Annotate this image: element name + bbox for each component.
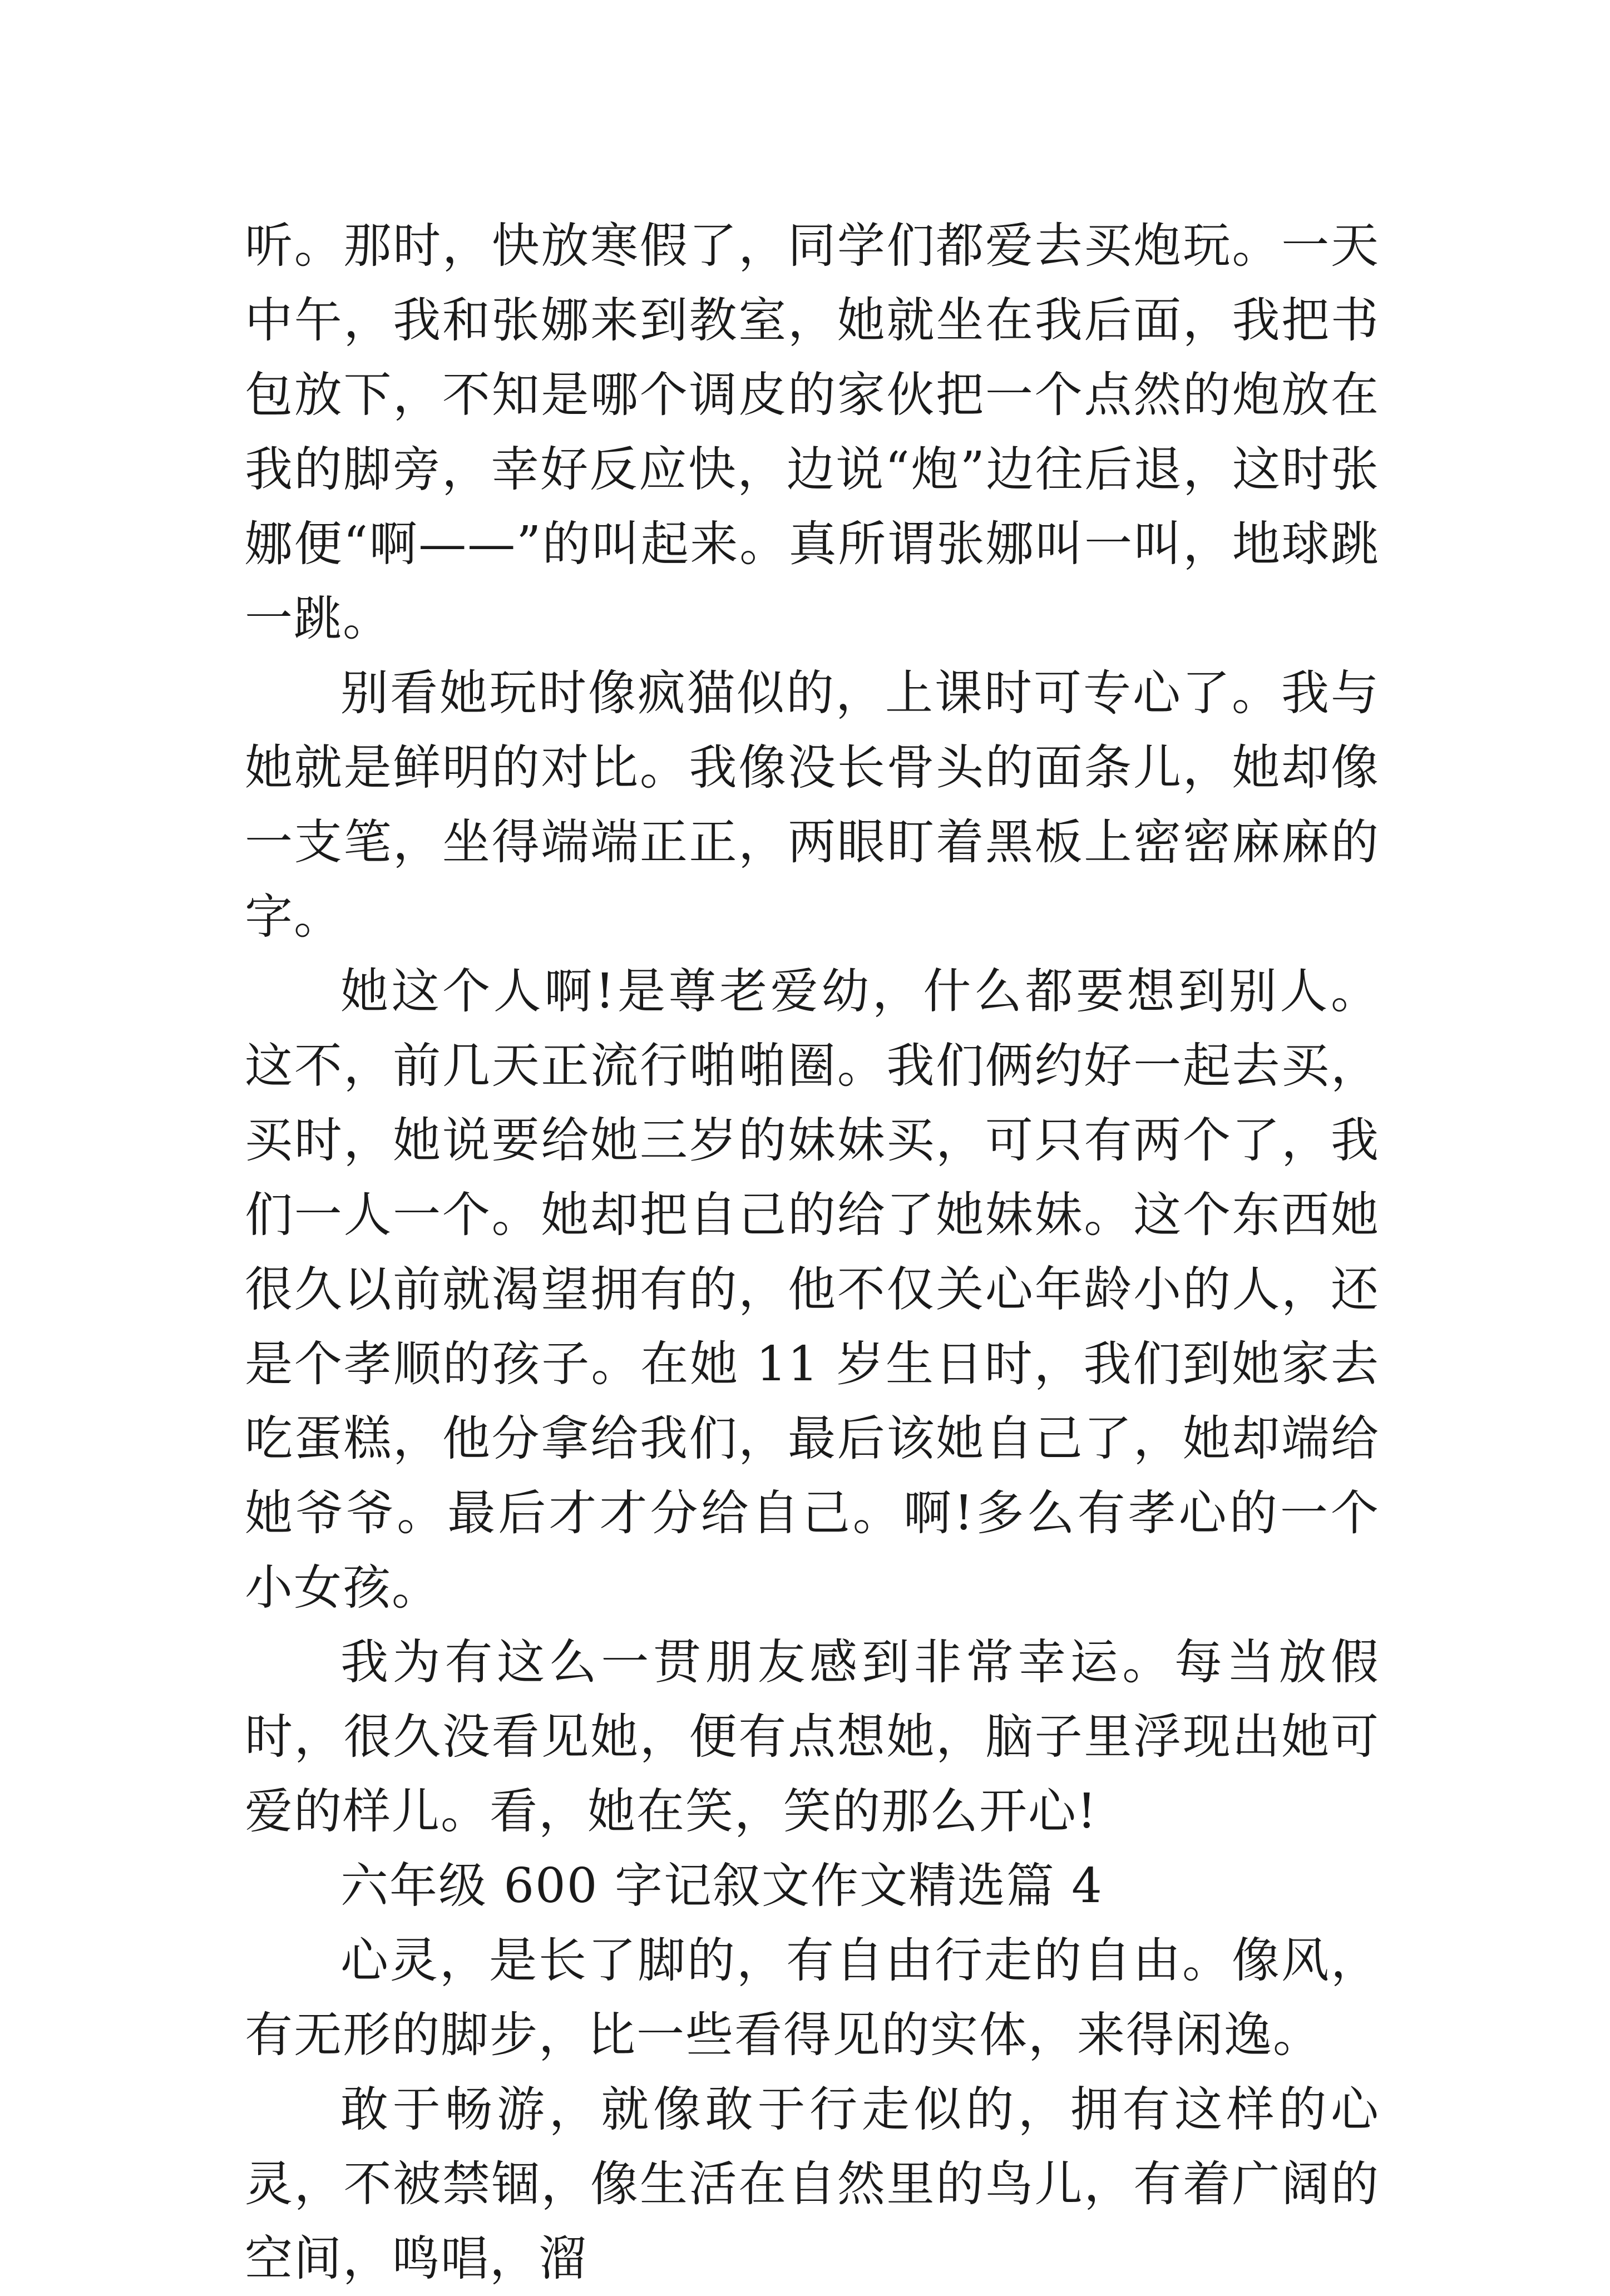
section-heading: 六年级 600 字记叙文作文精选篇 4 [340, 1858, 1103, 1914]
paragraph-lucky-friend: 我为有这么一贯朋友感到非常幸运。每当放假时，很久没看见她，便有点想她，脑子里浮现出她可爱的样儿。看，她在笑，笑的那么开心! [245, 1635, 1380, 1839]
paragraph-respect-elders: 她这个人啊!是尊老爱幼，什么都要想到别人。这不，前几天正流行啪啪圈。我们俩约好一起去买，买时，她说要给她三岁的妹妹买，可只有两个了，我们一人一个。她却把自己的给了她妹妹。这个东西她很久以前就渴望拥有的，他不仅关心年龄小的人，还是个孝顺的孩子。在她 11 岁生日时，我们到她家去吃蛋糕，他分拿给我们，最后该她自己了，她却端给她爷爷。最后才才分给自己。啊!多么有孝心的一个小女孩。 [245, 964, 1380, 1616]
paragraph-heart-walking: 心灵，是长了脚的，有自由行走的自由。像风，有无形的脚步，比一些看得见的实体，来得闲逸。 [245, 1933, 1380, 2063]
document-body [245, 209, 1380, 2296]
paragraph-dare-to-roam: 敢于畅游，就像敢于行走似的，拥有这样的心灵，不被禁锢，像生活在自然里的鸟儿，有着广阔的空间，鸣唱，溜 [245, 2082, 1380, 2287]
paragraph-continued: 听。那时，快放寒假了，同学们都爱去买炮玩。一天中午，我和张娜来到教室，她就坐在我后面，我把书包放下，不知是哪个调皮的家伙把一个点然的炮放在我的脚旁，幸好反应快，边说“炮”边往后退，这时张娜便“啊——”的叫起来。真所谓张娜叫一叫，地球跳一跳。 [245, 218, 1380, 646]
paragraph-classroom-contrast: 别看她玩时像疯猫似的，上课时可专心了。我与她就是鲜明的对比。我像没长骨头的面条儿，她却像一支笔，坐得端端正正，两眼盯着黑板上密密麻麻的字。 [245, 665, 1380, 945]
